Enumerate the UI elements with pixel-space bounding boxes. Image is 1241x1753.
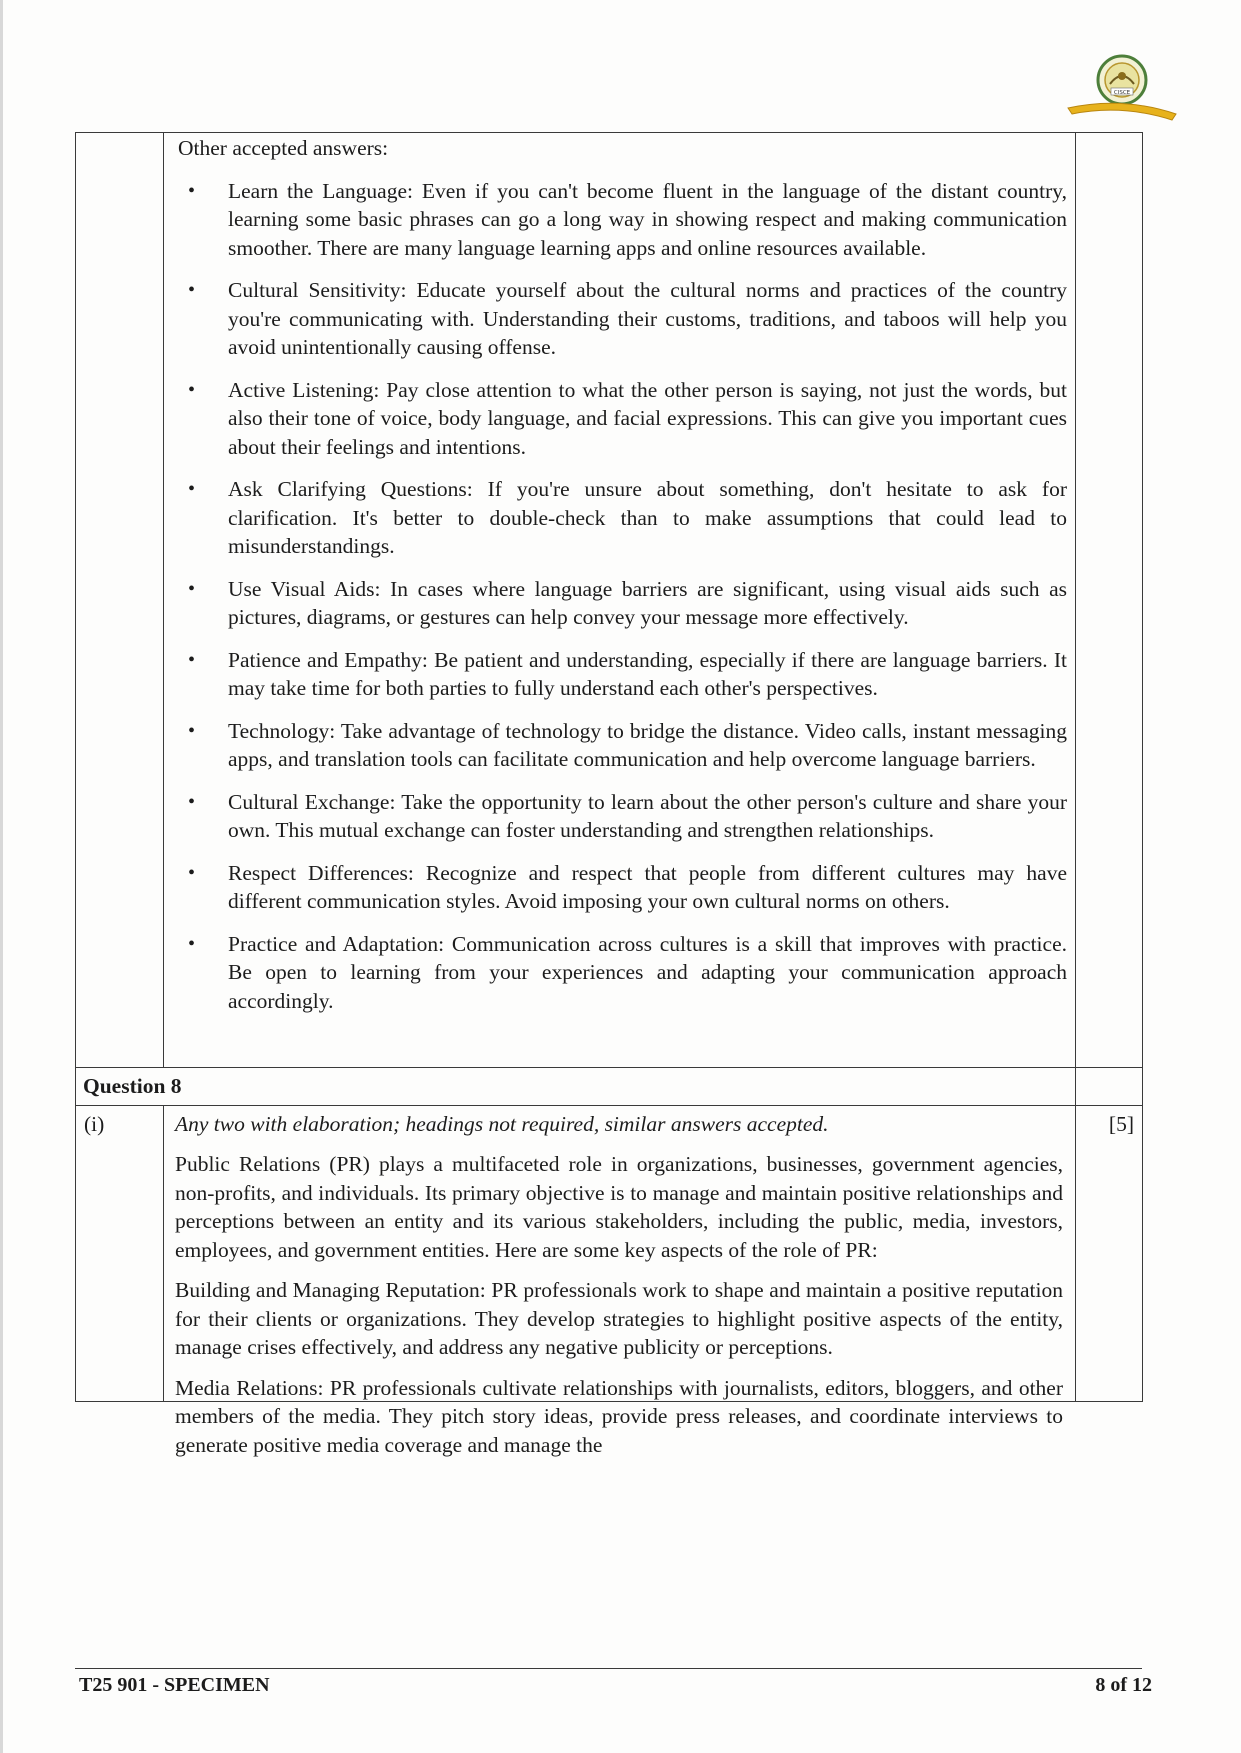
continuation-row [76,133,1143,1068]
marks-value: [5] [1076,1105,1143,1401]
question-title: Question 8 [76,1068,1076,1106]
answer-list-item: • Technology: Take advantage of technology to bridge the distance. Video calls, instant messaging apps, and translation tools can facilitate communication and help overcome language barriers. [178,717,1067,774]
page-number: 8 of 12 [1095,1674,1152,1696]
answer-list-item: • Cultural Exchange: Take the opportunity to learn about the other person's culture and share your own. This mutual exchange can foster understanding and strengthen relationships. [178,788,1067,845]
marking-scheme-table [75,132,1142,1457]
answer-paragraph: Public Relations (PR) plays a multifaceted role in organizations, businesses, government agencies, non-profits, and individuals. Its primary objective is to manage and maintain positive relationships and perceptions between an entity and its various stakeholders, including the public, media, investors, employees, and government entities. Here are some key aspects of the role of PR: [175,1152,1063,1262]
question-part-row [76,1105,1143,1401]
footer-rule [75,1668,1142,1669]
answer-list-item: • Active Listening: Pay close attention to what the other person is saying, not just the words, but also their tone of voice, body language, and facial expressions. This can give you important cues about their feelings and intentions. [178,376,1067,462]
marks-cell-empty [1076,1068,1143,1106]
cisce-logo [1062,50,1182,128]
answer-paragraph: Media Relations: PR professionals cultivate relationships with journalists, editors, bloggers, and other members of the media. They pitch story ideas, provide press releases, and coordinate interviews to generate positive media coverage and manage the [175,1375,1063,1457]
logo-text: CISCE [1113,90,1131,96]
answer-list-item: • Practice and Adaptation: Communication across cultures is a skill that improves with practice. Be open to learning from your experiences and adapting your communication approach accordingly. [178,930,1067,1016]
other-answers-heading: Other accepted answers: [178,136,389,160]
answer-list-item: • Cultural Sensitivity: Educate yourself about the cultural norms and practices of the country you're communicating with. Understanding their customs, traditions, and taboos will help you avoid unintentionally causing offense. [178,276,1067,362]
question-header-row [76,1068,1143,1106]
answer-list-item: • Learn the Language: Even if you can't become fluent in the language of the distant country, learning some basic phrases can go a long way in showing respect and making communication smoother. There are many language learning apps and online resources available. [178,177,1067,263]
continuation-answer-cell [164,133,1076,1068]
paper-code: T25 901 - SPECIMEN [79,1674,270,1696]
answer-body-cell [164,1105,1076,1457]
answer-paragraph: Building and Managing Reputation: PR professionals work to shape and maintain a positive reputation for their clients or organizations. They develop strategies to highlight positive aspects of the entity, manage crises effectively, and address any negative publicity or perceptions. [175,1278,1063,1359]
part-number: (i) [76,1105,164,1401]
answer-list-item: • Use Visual Aids: In cases where language barriers are significant, using visual aids such as pictures, diagrams, or gestures can help convey your message more effectively. [178,575,1067,632]
scan-edge [0,0,3,1753]
answer-list-item: • Ask Clarifying Questions: If you're unsure about something, don't hesitate to ask for clarification. It's better to double-check than to make assumptions that could lead to misunderstandings. [178,475,1067,561]
answers-list [178,177,1067,1016]
marking-instruction: Any two with elaboration; headings not required, similar answers accepted. [175,1111,829,1136]
number-cell-empty [76,133,164,1068]
answer-list-item: • Respect Differences: Recognize and respect that people from different cultures may have different communication styles. Avoid imposing your own cultural norms on others. [178,859,1067,916]
answer-list-item: • Patience and Empathy: Be patient and understanding, especially if there are language barriers. It may take time for both parties to fully understand each other's perspectives. [178,646,1067,703]
marks-cell-empty [1076,133,1143,1068]
